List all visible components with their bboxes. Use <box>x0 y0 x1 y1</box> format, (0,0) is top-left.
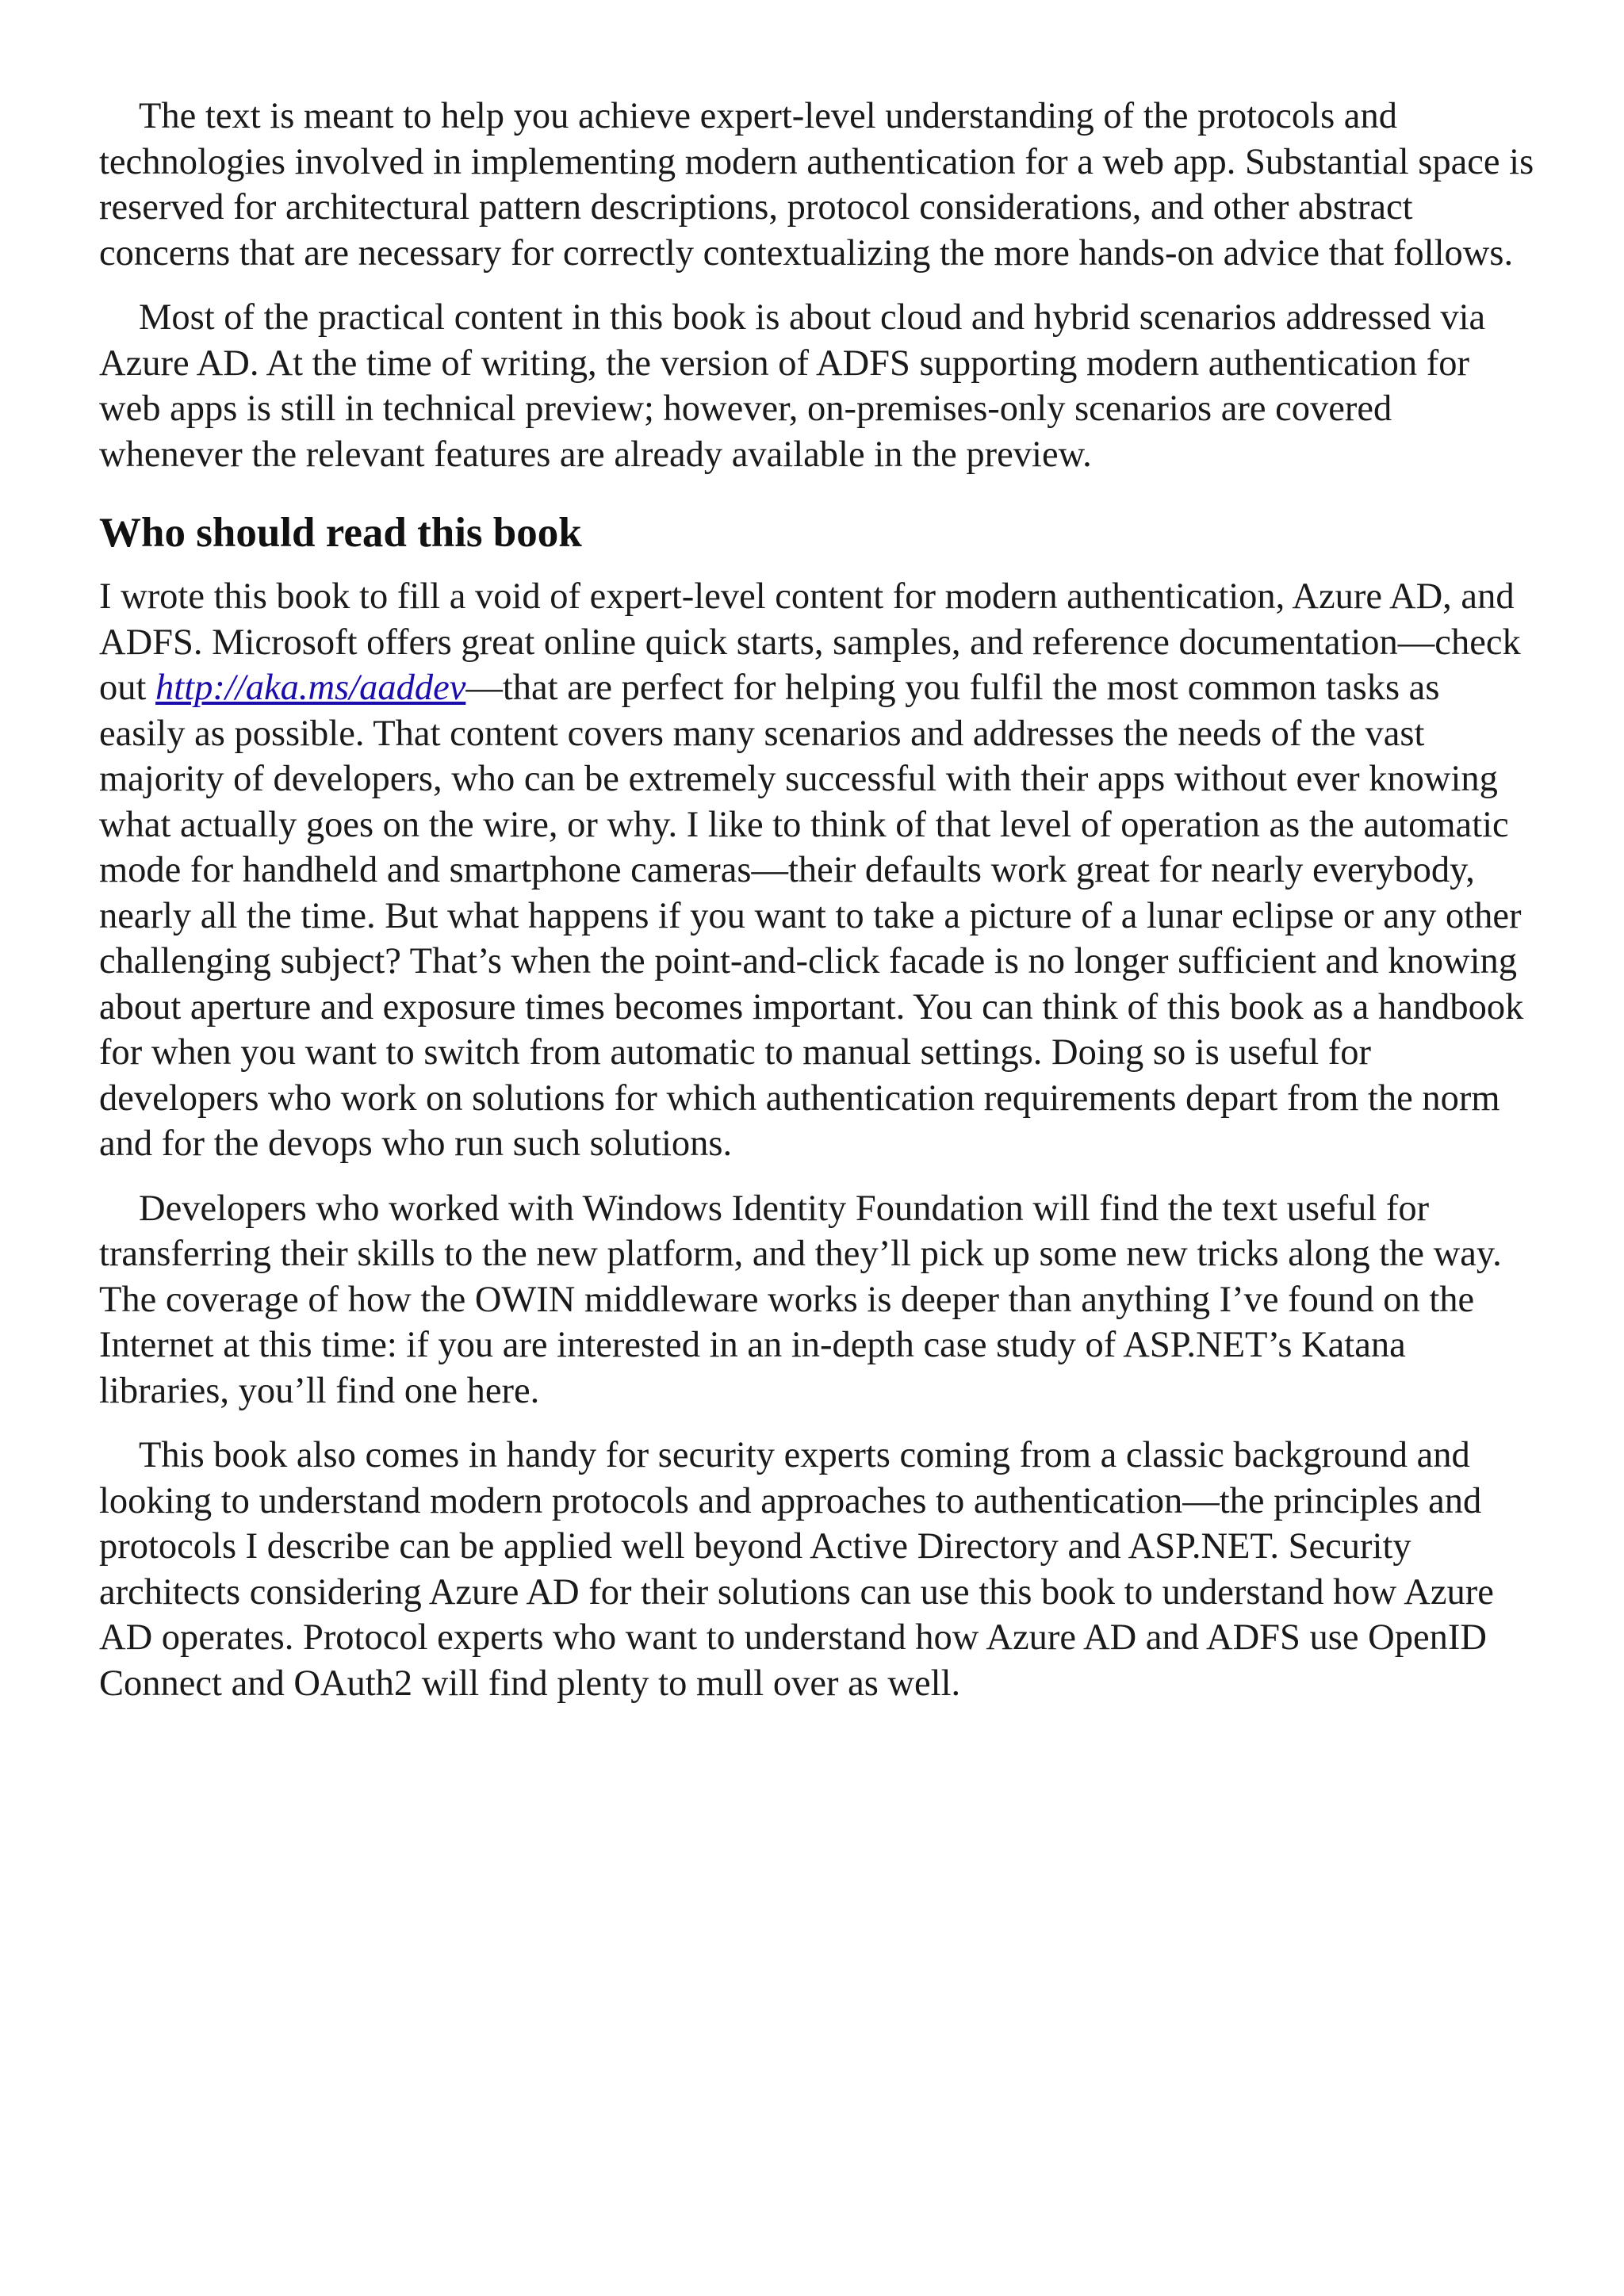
intro-paragraph-1: The text is meant to help you achieve expert-level understanding of the protocols and technologies involved in implementing modern authentication for a web app. Substantial space is reserved for architectural pattern descriptions, protocol considerations, and other abstract concerns that are necessary for correctly contextualizing the more hands-on advice that follows. <box>99 96 1534 274</box>
intro-paragraph-2: Most of the practical content in this book is about cloud and hybrid scenarios addressed via Azure AD. At the time of writing, the version of ADFS supporting modern authentication for web apps is still in technical preview; however, on-premises-only scenarios are covered whenever the relevant features are already available in the preview. <box>99 297 1486 475</box>
section-heading: Who should read this book <box>99 510 582 556</box>
section-paragraph-1 <box>99 574 1534 1167</box>
paragraph-text-before-link: I wrote this book to fill a void of expert-level content for modern authentication, Azure AD, and ADFS. Microsoft offers great online quick starts, samples, and reference documentation—check out <box>99 576 1521 708</box>
section-paragraph-3: This book also comes in handy for security experts coming from a classic background and looking to understand modern protocols and approaches to authentication—the principles and protocols I describe can be applied well beyond Active Directory and ASP.NET. Security architects considering Azure AD for their solutions can use this book to understand how Azure AD operates. Protocol experts who want to understand how Azure AD and ADFS use OpenID Connect and OAuth2 will find plenty to mull over as well. <box>99 1435 1494 1704</box>
paragraph-text-after-link: —that are perfect for helping you fulfil the most common tasks as easily as possible. That content covers many scenarios and addresses the needs of the vast majority of developers, who can be extremely successful with their apps without ever knowing what actually goes on the wire, or why. I like to think of that level of operation as the automatic mode for handheld and smartphone cameras—their defaults work great for nearly everybody, nearly all the time. But what happens if you want to take a picture of a lunar eclipse or any other challenging subject? That’s when the point-and-click facade is no longer sufficient and knowing about aperture and exposure times becomes important. You can think of this book as a handbook for when you want to switch from automatic to manual settings. Doing so is useful for developers who work on solutions for which authentication requirements depart from the norm and for the devops who run such solutions. <box>99 668 1524 1164</box>
document-page <box>99 94 1534 1706</box>
section-paragraph-2: Developers who worked with Windows Identity Foundation will find the text useful for transferring their skills to the new platform, and they’ll pick up some new tricks along the way. The coverage of how the OWIN middleware works is deeper than anything I’ve found on the Internet at this time: if you are interested in an in-depth case study of ASP.NET’s Katana libraries, you’ll find one here. <box>99 1188 1502 1411</box>
aaddev-link[interactable]: http://aka.ms/aaddev <box>155 668 466 708</box>
